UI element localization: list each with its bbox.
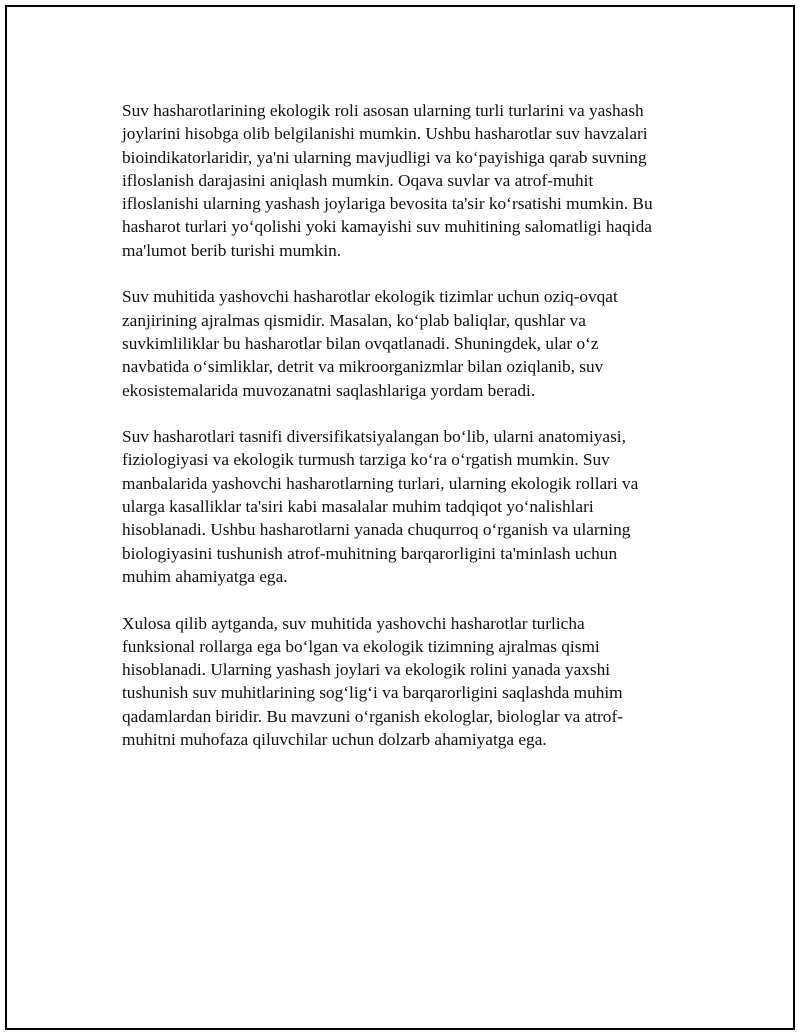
- line: Suv hasharotlarining ekologik roli asosan ularning turli turlarini va yashash: [122, 101, 644, 120]
- page-frame: [5, 5, 795, 1030]
- line: joylarini hisobga olib belgilanishi mumkin. Ushbu hasharotlar suv havzalari: [122, 124, 648, 144]
- line: ifloslanish darajasini aniqlash mumkin. Oqava suvlar va atrof-muhit: [122, 170, 594, 190]
- line: ularga kasalliklar ta'siri kabi masalalar muhim tadqiqot yoʻnalishlari: [122, 497, 594, 517]
- paragraph-2: [122, 285, 692, 401]
- line: ifloslanishi ularning yashash joylariga bevosita ta'sir koʻrsatishi mumkin. Bu: [122, 194, 653, 214]
- document-body: [122, 99, 692, 775]
- line: biologiyasini tushunish atrof-muhitning barqarorligini ta'minlash uchun: [122, 543, 618, 563]
- line: funksional rollarga ega boʻlgan va ekologik tizimning ajralmas qismi: [122, 636, 600, 656]
- line: hisoblanadi. Ularning yashash joylari va ekologik rolini yanada yaxshi: [122, 660, 611, 680]
- line: manbalarida yashovchi hasharotlarning turlari, ularning ekologik rollari va: [122, 473, 639, 493]
- line: Suv muhitida yashovchi hasharotlar ekologik tizimlar uchun oziq-ovqat: [122, 287, 618, 307]
- paragraph-1: [122, 99, 692, 262]
- line: fiziologiyasi va ekologik turmush tarziga koʻra oʻrgatish mumkin. Suv: [122, 450, 610, 470]
- line: muhim ahamiyatga ega.: [122, 566, 288, 586]
- line: hasharot turlari yoʻqolishi yoki kamayishi suv muhitining salomatligi haqida: [122, 217, 652, 237]
- line: navbatida oʻsimliklar, detrit va mikroorganizmlar bilan oziqlanib, suv: [122, 357, 604, 377]
- line: ma'lumot berib turishi mumkin.: [122, 240, 342, 260]
- line: Suv hasharotlari tasnifi diversifikatsiyalangan boʻlib, ularni anatomiyasi,: [122, 427, 626, 447]
- paragraph-3: [122, 425, 692, 588]
- line: ekosistemalarida muvozanatni saqlashlariga yordam beradi.: [122, 380, 536, 400]
- line: tushunish suv muhitlarining sogʻligʻi va barqarorligini saqlashda muhim: [122, 683, 623, 703]
- paragraph-4: [122, 612, 692, 752]
- line: hisoblanadi. Ushbu hasharotlarni yanada chuqurroq oʻrganish va ularning: [122, 520, 631, 540]
- line: muhitni muhofaza qiluvchilar uchun dolzarb ahamiyatga ega.: [122, 730, 547, 750]
- line: Xulosa qilib aytganda, suv muhitida yashovchi hasharotlar turlicha: [122, 613, 585, 633]
- line: qadamlardan biridir. Bu mavzuni oʻrganish ekologlar, biologlar va atrof-: [122, 706, 623, 726]
- line: zanjirining ajralmas qismidir. Masalan, koʻplab baliqlar, qushlar va: [122, 310, 586, 330]
- line: suvkimliliklar bu hasharotlar bilan ovqatlanadi. Shuningdek, ular oʻz: [122, 333, 599, 353]
- line: bioindikatorlaridir, ya'ni ularning mavjudligi va koʻpayishiga qarab suvning: [122, 147, 647, 167]
